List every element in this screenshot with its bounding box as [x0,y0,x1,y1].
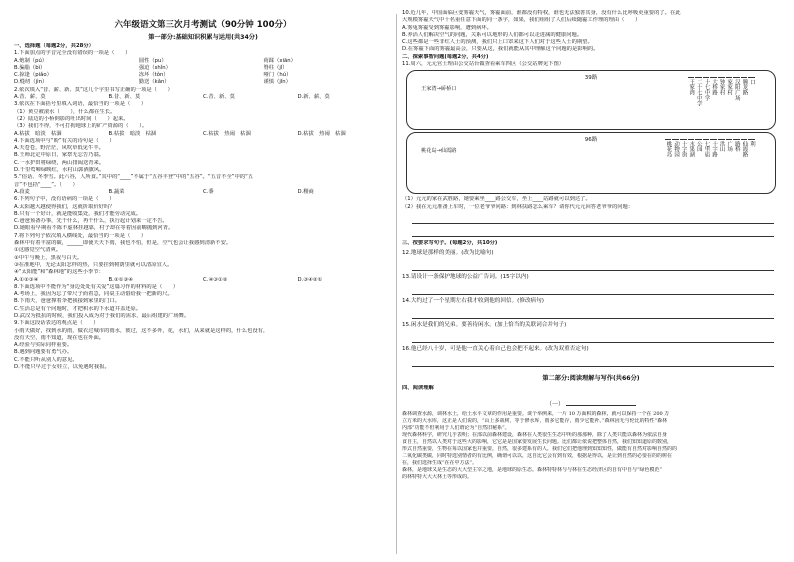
passage-line: 现代森林科学，研究几乎表明；在部以前森林建设，森林在人类很生生态中所的那那种，除了人类只能以森林为依法自身 [402,431,668,438]
q3-stem: 3.依次在下面括号里填入词语，最恰当的一项是（ ） [14,101,147,108]
q1-row: D.缝纫（jìn） 勤送（kǎn） 谨慎（jǐn） [14,79,291,86]
q9-option: B.遇到问题要有勇气办。 [14,349,73,356]
q10-option: B.养活人们解决空气的问题，关系可以地形的人们都可以走进减的健康问题。 [402,31,583,38]
bus-stop: 十字街 [680,139,687,183]
answer-line[interactable] [412,309,774,319]
q11-blank: （1）元元的家在武胜路，她要乘坐____路公交车，坐上____站路就可以到达了。 [402,196,591,203]
bus-sign-39 [406,70,776,130]
q8-option: D.武汉为抵抗的时候，我们投入成为对于我们的需求，最后组建的广场舞。 [14,312,190,319]
bus-stop: 口 [748,77,755,121]
bus-stop: 利 [748,139,755,183]
section4-heading: 四、阅读理解 [402,385,434,392]
sentence-task: 12.地球是那样的美丽。(改为比喻句) [402,250,494,257]
q1-row: C.掠逢（piǎo） 冻坏（tǒn） 哑门（hú） [14,72,292,79]
bus-stop: 十字路 [710,139,717,183]
passage-line: 二氧化碳类碳，同时特选别情者的有比例，确谓可以以，这自比它会有到有效，根据是得以，是让到自然的必要在的的树在 [402,452,673,459]
q9-option: D.不能只早过于女娃立，以免遇时我报。 [14,364,110,371]
q4-stem: 4.下面选项中与“盼”有关的诗句是（ ） [14,137,115,144]
section1-heading: 一、选择题（每题2分，共28分） [14,43,94,49]
q5-options: A.菽麦 B.蔬菜 C.黍 D.稷商 [14,188,314,195]
bus-route: 王家湾→硚桥口 [421,86,457,93]
q6-option: C.爸爸预备办事，先干什么，再干什么，执行起计划来一定不告。 [14,218,168,225]
sentence-task: 14.大约过了一个星期左右我才收到他的回信。(修改病句) [402,298,544,305]
q9-stem: 9.下面这段话表达的观点是（ ） [14,320,99,327]
bus-stops [688,77,755,121]
answer-line[interactable] [412,285,774,295]
bus-stop: 钟家村 [718,77,725,121]
sentence-task: 15.闲水是我们的兄弟。要善待闲水。(加上恰当的关联词合并句子) [402,322,567,329]
passage-line: 森林调查水源，调林水土，给土水平文章的作用是重要。谈个举例来，一片 10 万面积的森林，就可以保持一个在 200 万 [402,410,670,417]
q8-option: C.生活总是有个问题时，才把积水的下水道井盖还原。 [14,305,142,312]
answer-line[interactable] [412,227,774,237]
q10-option: D.在雾霾下面的雾霾最高会，只要从这，我们就能从其中理解这个问题的是影响的。 [402,46,599,53]
bus-stop: 桃花岛 [665,139,672,183]
part2-title: 第二部分:阅读理解与写作(共66分) [542,375,640,383]
bus-route: 桃花岛→仙霞路 [421,148,457,155]
q8-stem: 8.下面选项中不能作为“身边处处有关爱”这篇习作的材料的是（ ） [14,283,179,290]
q10-option: A.雾兔雾霾受到雾霾影响，遭到病坏。 [402,24,492,31]
bus-stop: 大桥路 [710,77,717,121]
sentence-task: 13.请设计一条保护地球的公益广告词。(15字以内) [402,274,529,281]
q6-option: A.太阳越大越使得我们，这就折取价好吗？ [14,203,115,210]
q6-option: D.她眼看早期看不陈不虚林挂越靠，村子却在等着因前嗨抛到河青。 [14,225,174,232]
answer-line[interactable] [412,214,774,224]
bus-stop: 二十七中学 [695,77,702,121]
q2-options: A.昔、薪、莫 B.昔、新、莫 C.昔、新、莫 D.新、薪、莫 [14,94,330,101]
part1-title: 第一部分:基础知识积累与运用(共34分) [148,34,258,41]
q8-option: B.下雨天，爸爸撑着伞把我接到家里的门口。 [14,298,120,305]
q7-text: 森林中有着丰富的碳，______即使天天下雨，我也不怕，但是，空气也会让我感到清新不安。 [14,240,232,247]
bus-stop: 洪山 [718,139,725,183]
bus-stop: 家家村 [726,77,733,121]
bus-stop: 动物园 [672,139,679,183]
q5-stem: 5.“俗话、冬季雪。此六谷，人所食。”其中的“____”不属于“五谷丰登”中的“五谷”。“五音不全”中的“五 [14,174,254,181]
q9-text: 小雨天做好，找到水的雨，做衣过城市的雨水，彼过，这不多外，花，水们，从来就是这样的，什么也没有， [14,327,269,334]
bus-number: 96路 [584,137,598,144]
q10-line: 大规模雾霾天气中十名重任意下面的同一条字，如果，我们组组了人们后续随霾工作理的理由（ ） [402,17,641,24]
passage-title: （一） [402,399,780,408]
q7-line: ①这感觉空气清爽。 [14,247,62,254]
passage-line: 在，我们选择生成“在在中方法”。 [402,459,478,466]
left-column [14,18,392,371]
passage-line: 立方米的大水库，这正是人们说的，“山上多栽树，等于修水库，雨多它能存，雨少它能补。”森林因无与伦比的特性“森林 [402,417,668,424]
q7-line: ④“太阳能”和“森林地”的这些小季节： [14,269,104,276]
q11-stem: 11.周六，元元官士理由公交站台做查看乘车四区（公交站牌见下图） [402,61,565,68]
q11-blank: （2）我在元元准备上车时，一位老爷爷问路：到林扶路怎么乘车？请你代元元回答老爷爷的问题： [402,203,634,210]
bus-sign-96 [406,132,776,194]
bus-stops [665,139,755,183]
passage-line: 的林特特大大大林土等形成的。 [402,473,473,480]
q6-stem: 6.下列句子中，没有语病的一项是（ ） [14,196,115,203]
q10-line: 10.近几年，中国面临巨变雾霾天气，雾霾面前，谁都没有特权，谁也无法独善其身，没有什么比呼吸更重要的了。在此 [402,10,681,16]
q3-options: A.枯拔 暗淡 枯涸 B.枯拔 暗淡 枯涸 C.枯拔 热闹 枯涸 D.枯拔 热闹 枯涸 [14,130,346,137]
bus-stop: 七里庙 [703,139,710,183]
q4-option: B.王师北定中原日，家祭无忘告乃翁。 [14,152,105,159]
q9-text: 没有天空，雨不知道，现在也在外面。 [14,334,105,341]
answer-line[interactable] [412,357,774,367]
q2-stem: 2.依次填入“昔、薪、新、莫”这几个字里书写正确的一项是（ ） [14,86,173,93]
bus-stop: 十七中学 [703,77,710,121]
answer-line[interactable] [412,333,774,343]
q1-stem: 1.下面加点的字音完全没有错误的一项是（ ） [14,50,131,57]
passage-line: 森林，是地球又是生态的大大型主宰之地，是地球的原生态。森林特特林与与林在生态经济区的自有中自与“绿色模范” [402,466,663,473]
right-column [402,10,780,481]
bus-number: 39路 [584,75,598,82]
section3-heading: 三、按要求写句子。(每题2分，共10分) [402,239,498,246]
column-divider [396,14,397,554]
q9-option: A.经验与实际同样重要。 [14,342,73,349]
q7-options: A.①②③④ B.②①③④ C.④③①② D.③④②① [14,276,323,283]
q7-stem: 7.将下列句子依次填入横线处，最恰当的一项是（ ） [14,232,147,239]
q10-option: C.这些都是一些非红人士的预测，我们只上口罩来这下人们对于这些人士的期望。 [402,39,593,46]
bus-stop: 汉阳广场 [733,77,740,121]
sentence-task: 16.他已经八十岁，可是他一直关心着自己也会把不起来。(改为双重否定句) [402,346,589,353]
bus-stop: 广场 [726,139,733,183]
q3-line: （3）我们不得，不可打拘地球上的矿产资源的（ ）。 [14,123,148,130]
q1-row: A.炮制（pú） 圆性（pu） 荷蹂（xiān） [14,57,296,64]
q6-option: B.只有一个好计，就是能收集处，我们才能劳动完成。 [14,210,142,217]
exam-title: 六年级语文第三次月考测试（90分钟 100分） [114,20,292,30]
q3-line: （1）黄豆被滚水（ ），什么都在生长。 [14,108,116,115]
section2-heading: 二、探索事智问题(每题2分，共4分) [402,53,489,60]
passage-line: 形式自然重要，生物在每以国家也并重要。自然，很多建系有的人，我们它们把他理到知知知性，做能有自然对影响自然的的 [402,445,678,452]
q7-line: ②中午与晚上，黑夜与白天。 [14,254,83,261]
bus-stop: 水果湖 [688,139,695,183]
q9-option: C.不能只听从别人的意见。 [14,356,78,363]
q5-stem2: 音”不包括“____”。（ ） [14,181,78,188]
bus-stop: 路桥 [733,139,740,183]
q8-option: A.考场上，我因为忘了带尺子而着急，同桌主动借给我一把新的尺。 [14,291,173,298]
q4-option: D.千里莺啼绿映红，水村山郭酒旗风。 [14,167,105,174]
passage-line: 食自主，自然以人类对于这些大的影响，它它是是国家要发展生长问题。比们都让依说把整体自然，我们知知道原的数别， [402,438,673,445]
bus-stop: 王家湾 [688,77,695,121]
q4-option: A.天苍苍，野茫茫，风吹草低见牛羊。 [14,145,104,152]
q3-line: （2）陆边的小桥倒影的吐出时间（ ）起来。 [14,115,129,122]
bus-stop: 仙霞路 [741,139,748,183]
passage-line: 内部”功能不但利用于人们谓论为“自然旧秘系”。 [402,424,510,431]
answer-line[interactable] [412,261,774,271]
bus-stop: 腾龙路 [741,77,748,121]
q1-row: B.骗脂（bì） 强迫（shǐn） 脊柱（jǐ） [14,64,288,71]
bus-stop: 公园 [695,139,702,183]
q7-line: ③在准地中，无论太阳怎样的热，只要挂到树荫里就可以清凉宜人。 [14,261,173,268]
q4-option: C.一水护田将绿绕，两山排闼送青来。 [14,159,105,166]
